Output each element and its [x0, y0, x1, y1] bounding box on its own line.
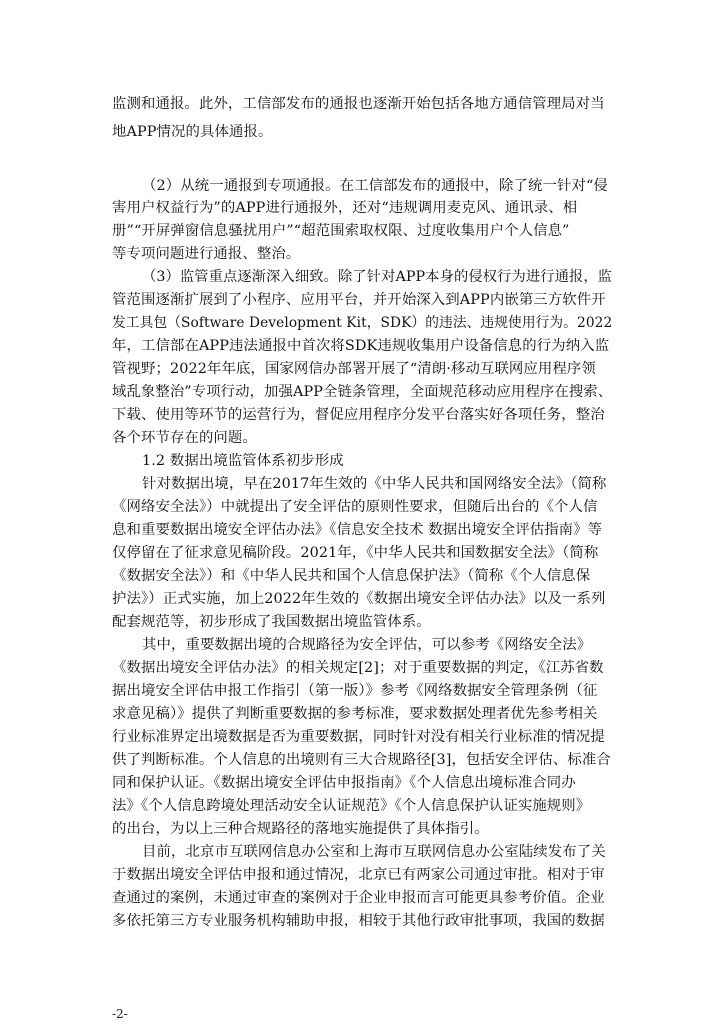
- text-line: 监测和通报。此外，工信部发布的通报也逐渐开始包括各地方通信管理局对当: [112, 96, 605, 112]
- text-line: 册”“开屏弹窗信息骚扰用户”“超范围索取权限、过度收集用户个人信息”: [112, 223, 570, 239]
- text-line: 据出境安全评估申报工作指引（第一版）》参考《网络数据安全管理条例（征: [112, 683, 598, 699]
- text-line: 目前，北京市互联网信息办公室和上海市互联网信息办公室陆续发布了关: [142, 844, 606, 860]
- text-line: 管范围逐渐扩展到了小程序、应用平台，并开始深入到APP内嵌第三方软件开: [112, 292, 606, 308]
- text-line: 行业标准界定出境数据是否为重要数据，同时针对没有相关行业标准的情况提: [112, 729, 605, 745]
- text-line: 下载、使用等环节的运营行为，督促应用程序分发平台落实好各项任务，整治: [112, 407, 605, 423]
- text-line: 《数据安全法》）和《中华人民共和国个人信息保护法》（简称《个人信息保: [112, 568, 591, 584]
- text-line: （3）监管重点逐渐深入细致。除了针对APP本身的侵权行为进行通报，监: [142, 269, 613, 285]
- text-line: 等专项问题进行通报、整治。: [112, 246, 301, 262]
- text-line: 《数据出境安全评估办法》的相关规定[2]；对于重要数据的判定，《江苏省数: [112, 660, 604, 676]
- text-line: 供了判断标准。个人信息的出境则有三大合规路径[3]，包括安全评估、标准合: [112, 752, 611, 768]
- text-line: 管视野；2022年年底，国家网信办部署开展了“清朗·移动互联网应用程序领: [112, 361, 596, 377]
- text-line: 同和保护认证。《数据出境安全评估申报指南》《个人信息出境标准合同办: [112, 775, 576, 791]
- text-line: 法》《个人信息跨境处理活动安全认证规范》《个人信息保护认证实施规则》: [112, 798, 591, 814]
- text-line: 各个环节存在的问题。: [112, 430, 257, 446]
- text-line: 求意见稿）》提供了判断重要数据的参考标准，要求数据处理者优先参考相关: [112, 706, 598, 722]
- text-line: 的出台，为以上三种合规路径的落地实施提供了具体指引。: [112, 821, 489, 837]
- text-line: 地APP情况的具体通报。: [112, 124, 273, 140]
- text-line: （2）从统一通报到专项通报。在工信部发布的通报中，除了统一针对“侵: [142, 178, 608, 194]
- page-number: -2-: [112, 1007, 128, 1021]
- text-line: 护法》）正式实施，加上2022年生效的《数据出境安全评估办法》以及一系列: [112, 591, 606, 607]
- text-line: 多依托第三方专业服务机构辅助申报，相较于其他行政审批事项，我国的数据: [112, 913, 605, 929]
- text-line: 配套规范等，初步形成了我国数据出境监管体系。: [112, 614, 431, 630]
- text-line: 针对数据出境，早在2017年生效的《中华人民共和国网络安全法》（简称: [142, 476, 607, 492]
- text-line: 于数据出境安全评估申报和通过情况，北京已有两家公司通过审批。相对于审: [112, 867, 605, 883]
- text-line: 查通过的案例，未通过审查的案例对于企业申报而言可能更具参考价值。企业: [112, 890, 605, 906]
- text-line: 仅停留在了征求意见稿阶段。2021年，《中华人民共和国数据安全法》（简称: [112, 545, 599, 561]
- text-line: 害用户权益行为”的APP进行通报外，还对“违规调用麦克风、通讯录、相: [112, 200, 578, 216]
- text-line: 息和重要数据出境安全评估办法》《信息安全技术 数据出境安全评估指南》等: [112, 522, 603, 538]
- text-line: 域乱象整治”专项行动，加强APP全链条管理，全面规范移动应用程序在搜索、: [112, 384, 613, 400]
- text-line: 《网络安全法》）中就提出了安全评估的原则性要求，但随后出台的《个人信: [112, 499, 598, 515]
- section-heading: 1.2 数据出境监管体系初步形成: [142, 453, 344, 469]
- text-line: 发工具包（Software Development Kit，SDK）的违法、违规使用行为。2022: [112, 315, 613, 331]
- text-line: 年，工信部在APP违法通报中首次将SDK违规收集用户设备信息的行为纳入监: [112, 338, 610, 354]
- text-line: 其中，重要数据出境的合规路径为安全评估，可以参考《网络安全法》: [142, 637, 592, 653]
